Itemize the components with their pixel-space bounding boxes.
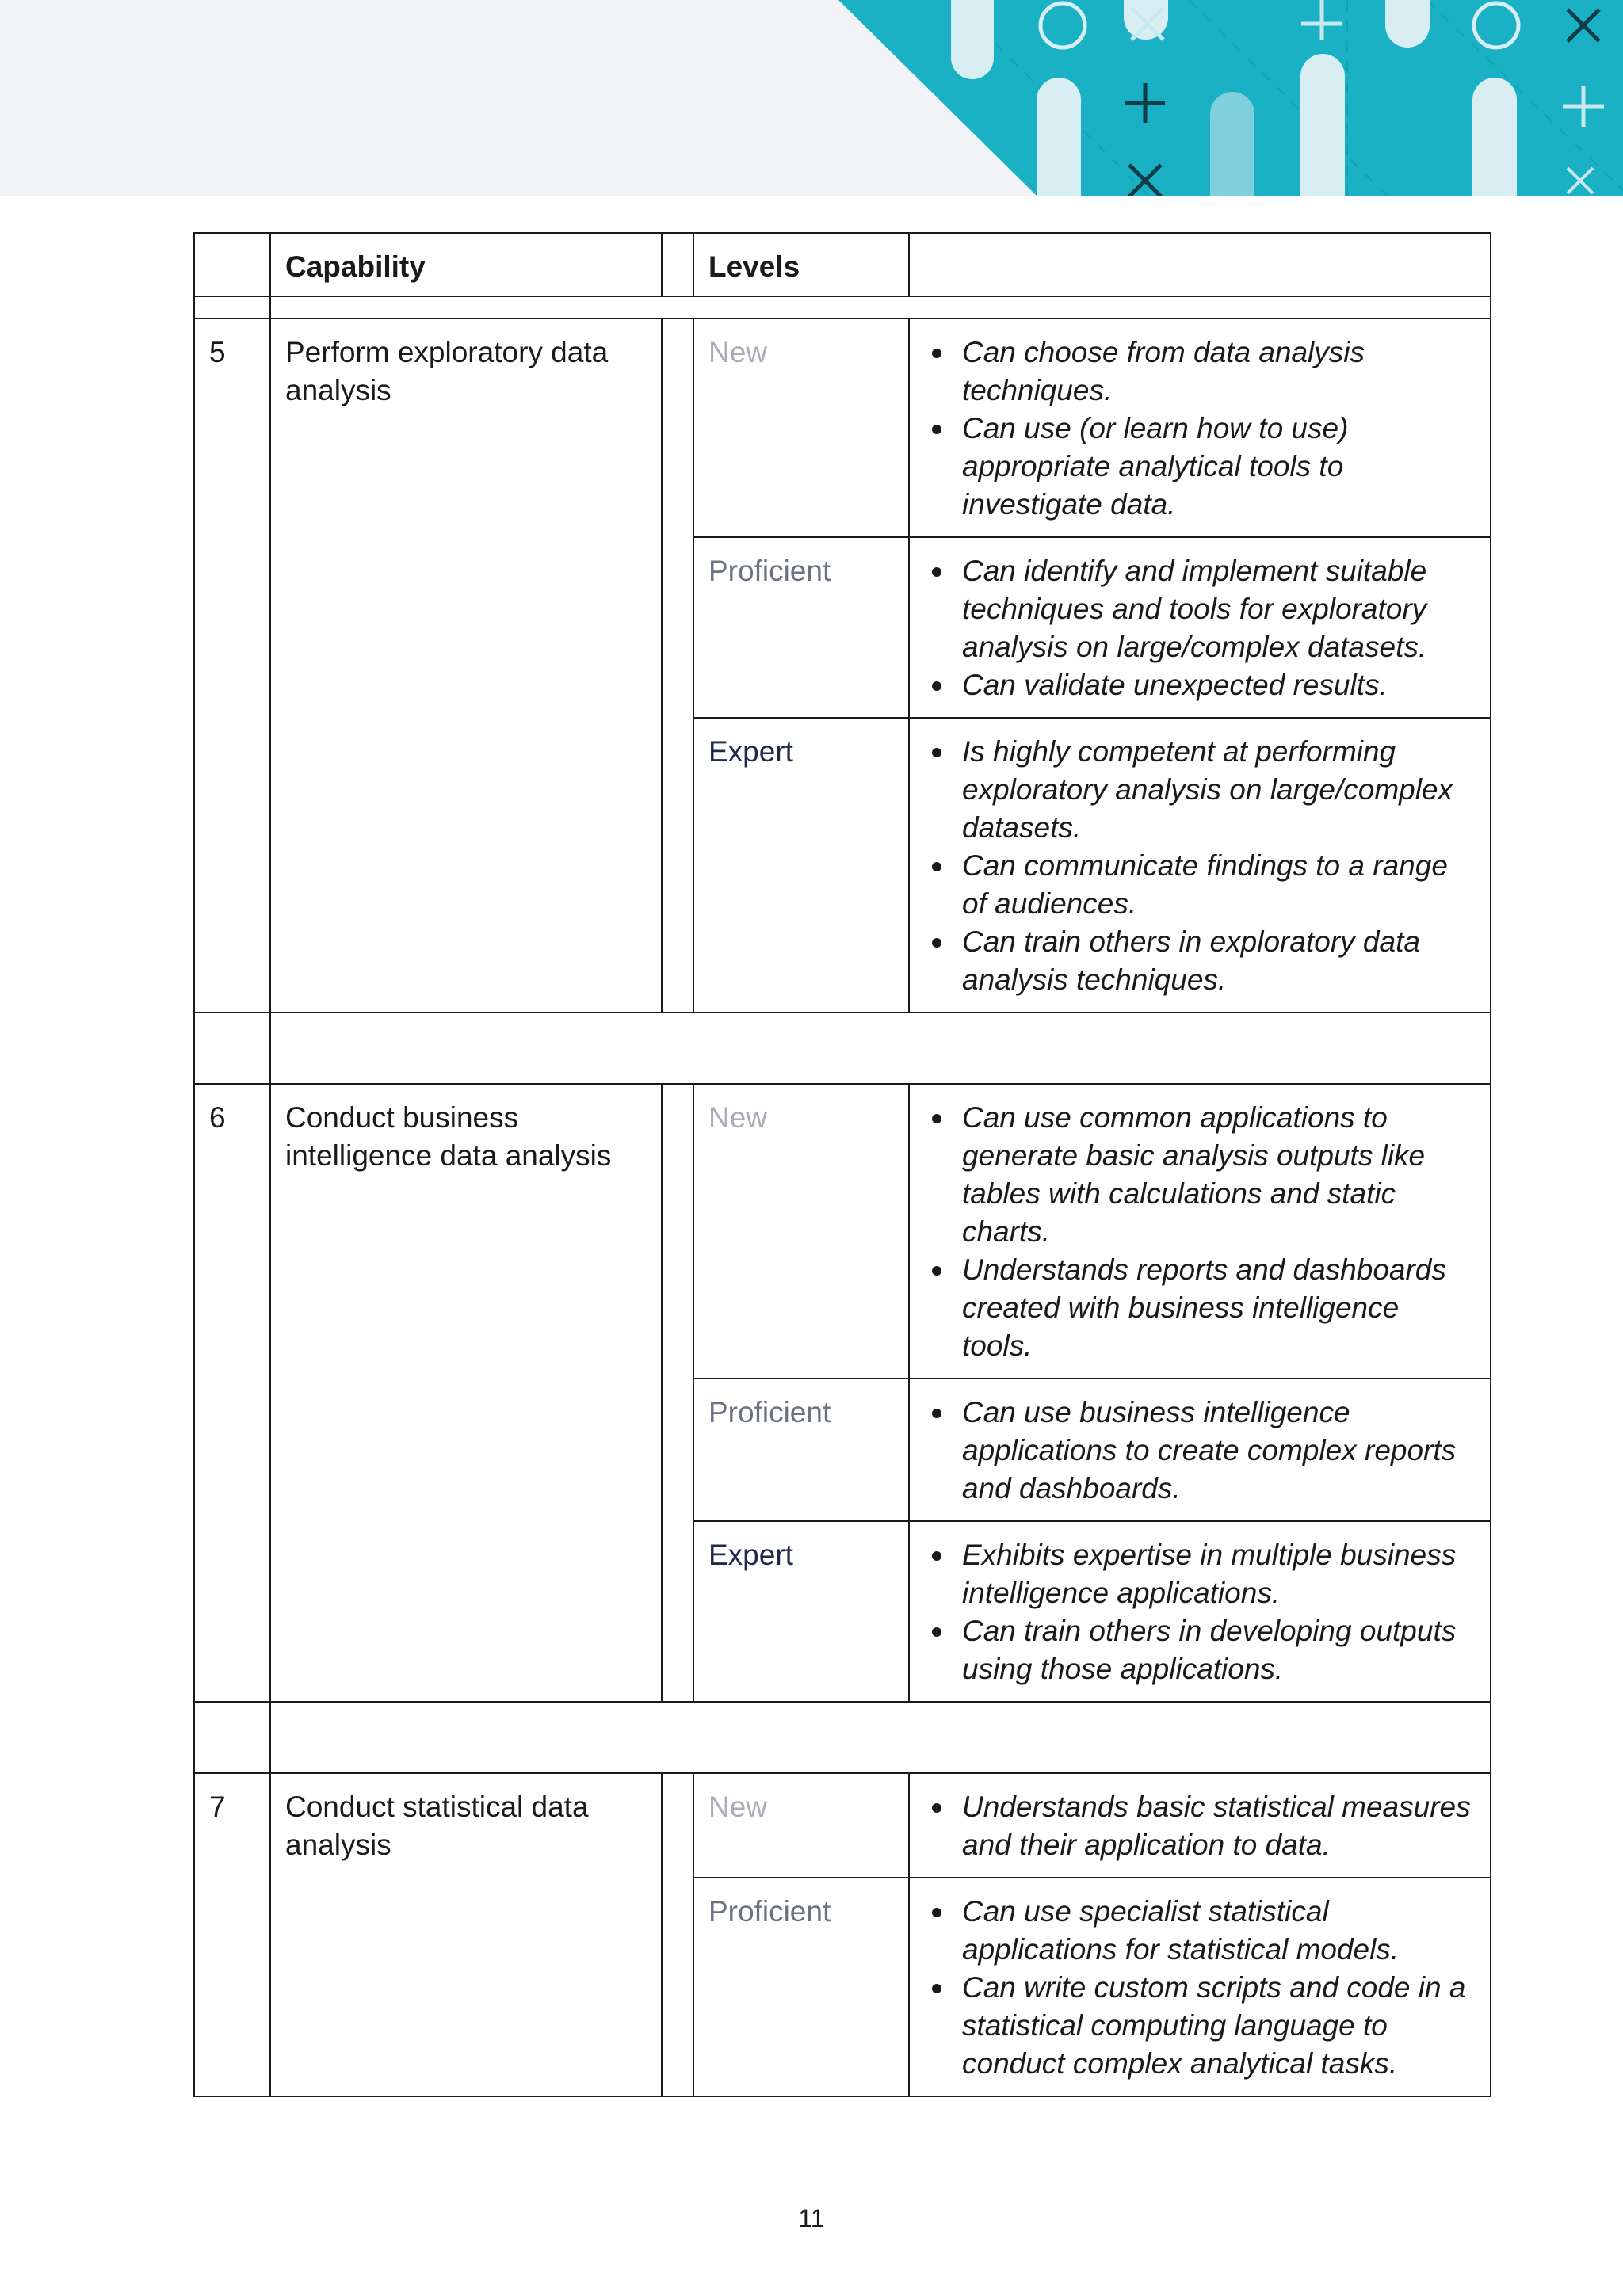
level-description	[909, 1084, 1491, 1379]
list-item: Can use (or learn how to use) appropriate analytical tools to investigate data.	[962, 410, 1476, 524]
header-number-cell	[194, 233, 270, 296]
list-item: Can train others in exploratory data analysis techniques.	[962, 923, 1476, 999]
gap-row	[194, 1013, 1491, 1084]
capability-name: Conduct statistical data analysis	[270, 1773, 662, 2096]
level-name: New	[693, 1084, 909, 1379]
list-item: Can identify and implement suitable techniques and tools for exploratory analysis on large/complex datasets.	[962, 552, 1476, 666]
level-description	[909, 1878, 1491, 2096]
level-name: Expert	[693, 1521, 909, 1702]
table-row	[194, 1773, 1491, 1878]
level-name: Expert	[693, 718, 909, 1013]
level-name: New	[693, 1773, 909, 1878]
capability-name: Perform exploratory data analysis	[270, 318, 662, 1013]
header-description-cell	[909, 233, 1491, 296]
list-item: Understands reports and dashboards created with business intelligence tools.	[962, 1251, 1476, 1365]
header-divider-cell	[662, 233, 693, 296]
level-name: Proficient	[693, 537, 909, 718]
list-item: Exhibits expertise in multiple business intelligence applications.	[962, 1536, 1476, 1612]
level-name: Proficient	[693, 1878, 909, 2096]
level-name: Proficient	[693, 1379, 909, 1521]
row-number: 5	[194, 318, 270, 1013]
list-item: Is highly competent at performing exploratory analysis on large/complex datasets.	[962, 733, 1476, 847]
level-description	[909, 718, 1491, 1013]
row-number: 6	[194, 1084, 270, 1702]
page-number: 11	[798, 2204, 825, 2233]
header-row	[194, 233, 1491, 296]
list-item: Can choose from data analysis techniques.	[962, 334, 1476, 410]
list-item: Can communicate findings to a range of audiences.	[962, 847, 1476, 923]
level-description	[909, 1521, 1491, 1702]
list-item: Can use business intelligence applications to create complex reports and dashboards.	[962, 1394, 1476, 1508]
level-name: New	[693, 318, 909, 537]
level-description	[909, 1379, 1491, 1521]
divider-cell	[662, 318, 693, 1013]
row-number: 7	[194, 1773, 270, 2096]
capability-name: Conduct business intelligence data analysis	[270, 1084, 662, 1702]
divider-cell	[662, 1084, 693, 1702]
table-row	[194, 1084, 1491, 1379]
header-capability: Capability	[270, 233, 662, 296]
list-item: Can validate unexpected results.	[962, 666, 1476, 704]
spacer-row	[194, 296, 1491, 318]
gap-row	[194, 1702, 1491, 1773]
header-levels: Levels	[693, 233, 909, 296]
divider-cell	[662, 1773, 693, 2096]
list-item: Can use common applications to generate basic analysis outputs like tables with calculations and static charts.	[962, 1099, 1476, 1251]
list-item: Can write custom scripts and code in a statistical computing language to conduct complex analytical tasks.	[962, 1969, 1476, 2083]
level-description	[909, 1773, 1491, 1878]
list-item: Understands basic statistical measures and their application to data.	[962, 1788, 1476, 1864]
header-decoration	[0, 0, 1623, 196]
table-row	[194, 318, 1491, 537]
list-item: Can use specialist statistical applications for statistical models.	[962, 1893, 1476, 1969]
capability-table	[193, 232, 1491, 2097]
level-description	[909, 318, 1491, 537]
level-description	[909, 537, 1491, 718]
list-item: Can train others in developing outputs using those applications.	[962, 1612, 1476, 1688]
capability-table-wrapper	[193, 232, 1490, 2097]
